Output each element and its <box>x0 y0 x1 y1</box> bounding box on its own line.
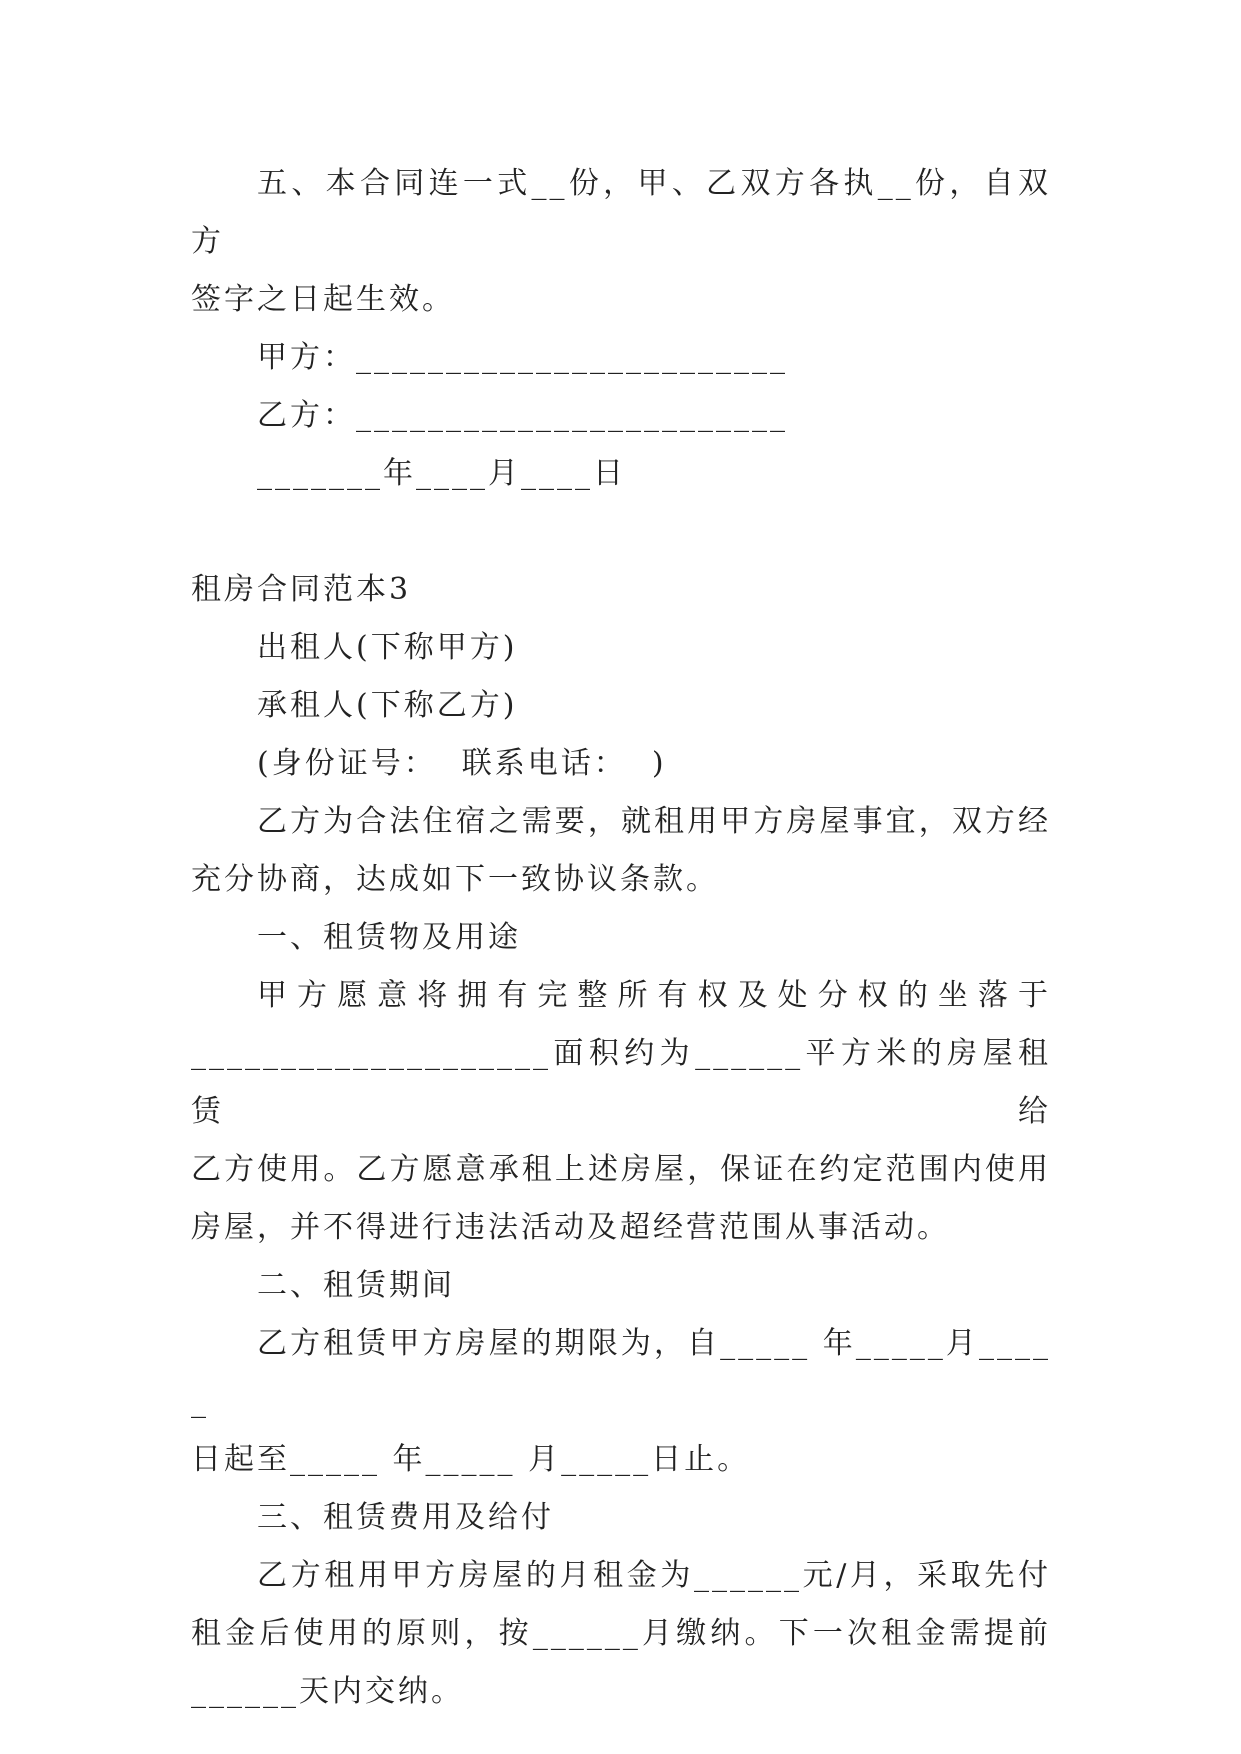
clause-1-line-4: 房屋，并不得进行违法活动及超经营范围从事活动。 <box>191 1210 950 1245</box>
clause-3-line-1: 乙方租用甲方房屋的月租金为______元/月，采取先付 <box>257 1558 1051 1593</box>
clause-3-line-3: ______天内交纳。 <box>191 1674 464 1709</box>
section-title: 租房合同范本3 <box>191 572 412 607</box>
party-a-signature-line: 甲方：________________________ <box>257 340 788 375</box>
lessee-line: 承租人(下称乙方) <box>257 688 518 723</box>
document-body <box>191 155 1051 1721</box>
clause-2-line-2: 日起至_____ 年_____ 月_____日止。 <box>191 1442 751 1477</box>
preamble-line-1: 乙方为合法住宿之需要，就租用甲方房屋事宜，双方经 <box>257 804 1051 839</box>
preamble-line-2: 充分协商，达成如下一致协议条款。 <box>191 862 719 897</box>
lessor-line: 出租人(下称甲方) <box>257 630 518 665</box>
clause-1-line-1: 甲方愿意将拥有完整所有权及处分权的坐落于 <box>257 978 1051 1013</box>
clause-2-line-1: 乙方租赁甲方房屋的期限为，自_____ 年_____月_____ <box>191 1326 1051 1419</box>
clause-5-line-1: 五、本合同连一式__份，甲、乙双方各执__份，自双方 <box>191 166 1051 259</box>
clause-3-heading: 三、租赁费用及给付 <box>257 1500 554 1535</box>
clause-2-heading: 二、租赁期间 <box>257 1268 455 1303</box>
party-b-signature-line: 乙方：________________________ <box>257 398 788 433</box>
clause-3-line-2: 租金后使用的原则，按______月缴纳。下一次租金需提前 <box>191 1616 1051 1651</box>
clause-1-heading: 一、租赁物及用途 <box>257 920 521 955</box>
clause-1-line-2: ____________________面积约为______平方米的房屋租赁给 <box>191 1036 1051 1129</box>
clause-5-line-2: 签字之日起生效。 <box>191 282 455 317</box>
id-contact-line: (身份证号： 联系电话： ) <box>257 746 667 781</box>
signature-date-line: _______年____月____日 <box>257 456 626 491</box>
section-spacer <box>191 503 1051 561</box>
clause-1-line-3: 乙方使用。乙方愿意承租上述房屋，保证在约定范围内使用 <box>191 1152 1051 1187</box>
